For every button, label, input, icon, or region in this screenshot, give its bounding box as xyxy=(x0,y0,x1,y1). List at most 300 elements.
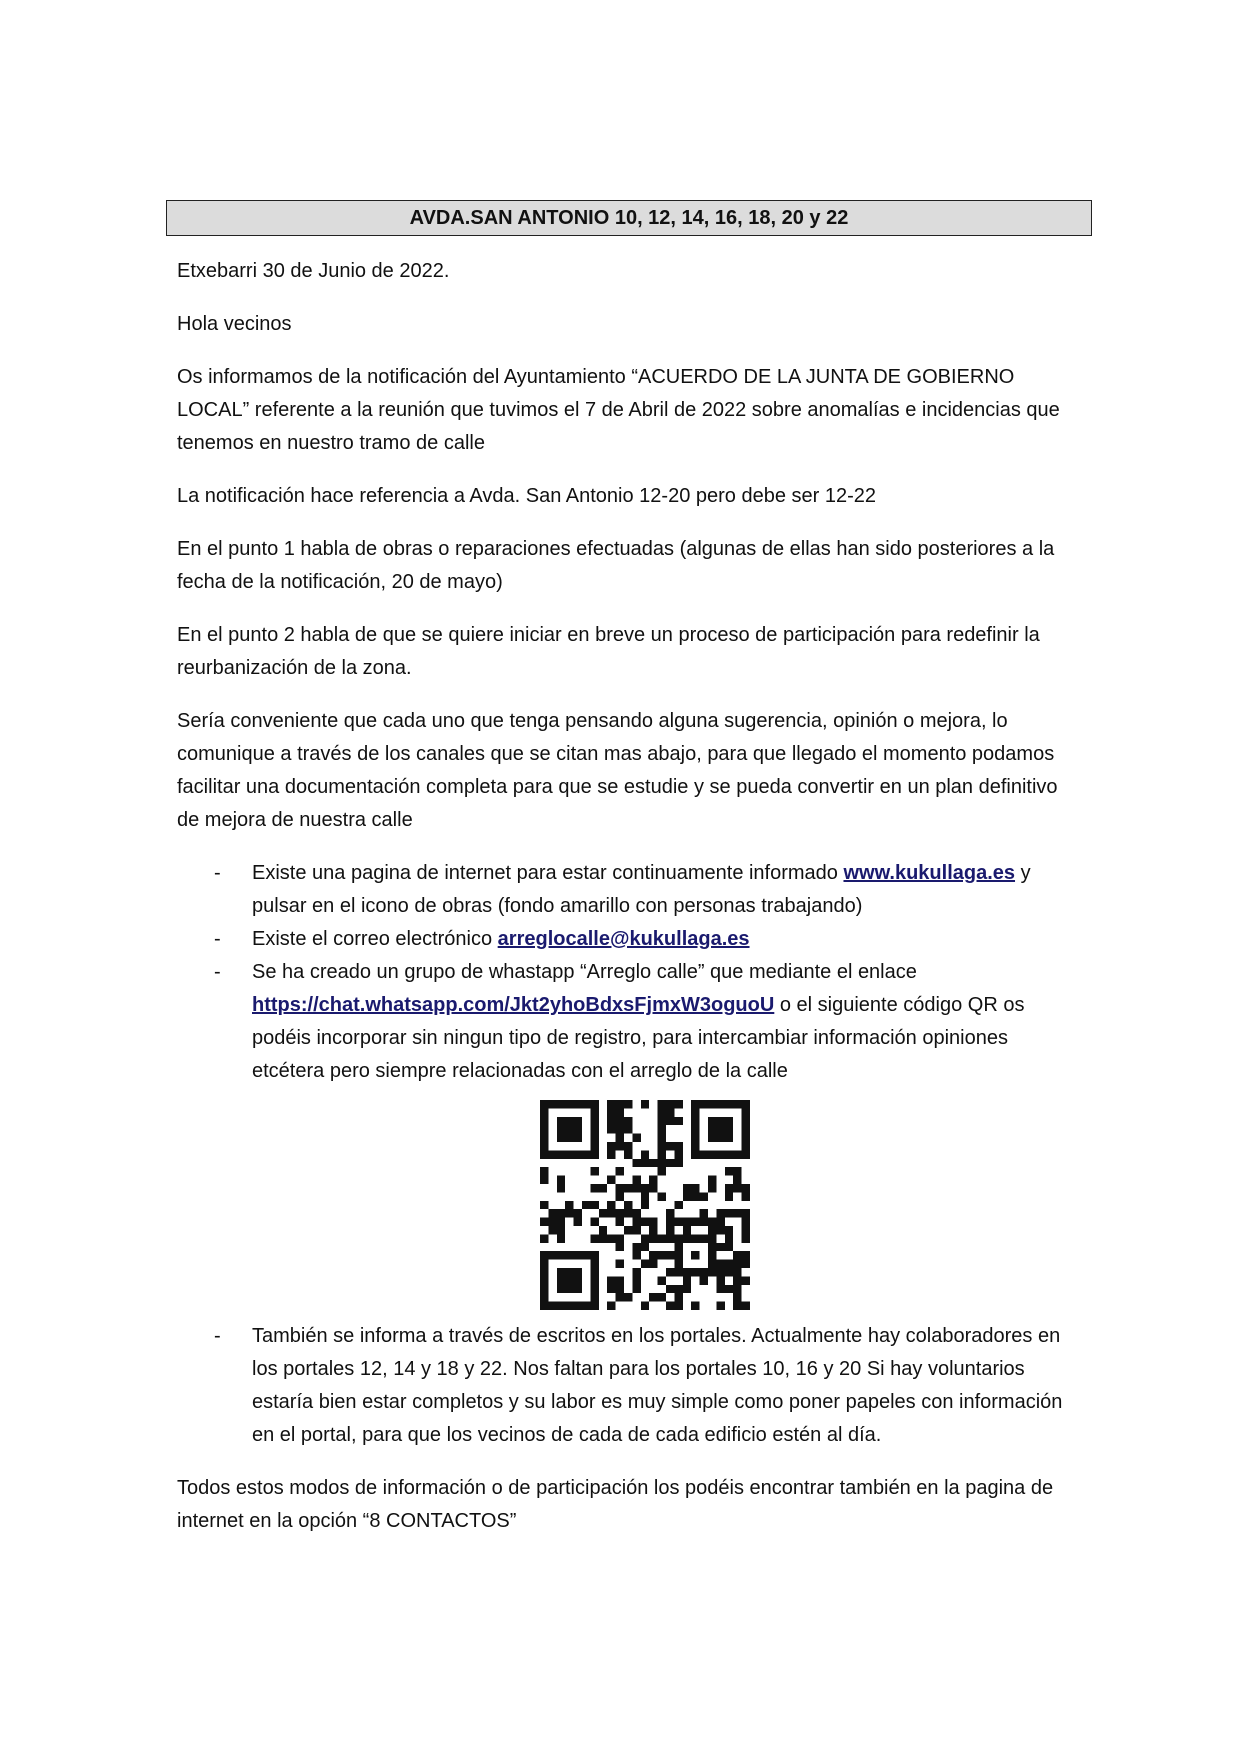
qr-module xyxy=(640,1243,648,1251)
qr-module xyxy=(540,1260,548,1268)
qr-module xyxy=(691,1150,699,1158)
list-item-text: Se ha creado un grupo de whastapp “Arreglo calle” que mediante el enlace xyxy=(252,961,917,983)
qr-module xyxy=(691,1100,699,1108)
qr-module xyxy=(548,1100,556,1108)
qr-module xyxy=(624,1125,632,1133)
qr-module xyxy=(691,1117,699,1125)
qr-module xyxy=(615,1192,623,1200)
qr-module xyxy=(607,1108,615,1116)
qr-module xyxy=(590,1117,598,1125)
qr-module xyxy=(724,1285,732,1293)
qr-module xyxy=(708,1117,716,1125)
qr-module xyxy=(590,1125,598,1133)
qr-module xyxy=(674,1234,682,1242)
qr-module xyxy=(556,1176,564,1184)
qr-module xyxy=(733,1167,741,1175)
qr-module xyxy=(733,1268,741,1276)
qr-module xyxy=(640,1192,648,1200)
qr-module xyxy=(716,1117,724,1125)
qr-module xyxy=(548,1209,556,1217)
qr-module xyxy=(590,1184,598,1192)
qr-module xyxy=(682,1184,690,1192)
qr-module xyxy=(674,1285,682,1293)
qr-module xyxy=(674,1117,682,1125)
qr-module xyxy=(640,1201,648,1209)
qr-module xyxy=(724,1209,732,1217)
qr-module xyxy=(540,1117,548,1125)
qr-module xyxy=(556,1100,564,1108)
qr-module xyxy=(624,1226,632,1234)
qr-module xyxy=(573,1134,581,1142)
qr-module xyxy=(573,1125,581,1133)
qr-module xyxy=(649,1260,657,1268)
qr-module xyxy=(741,1100,749,1108)
qr-module xyxy=(691,1302,699,1310)
qr-module xyxy=(632,1243,640,1251)
qr-module xyxy=(666,1251,674,1259)
qr-module xyxy=(573,1276,581,1284)
qr-module xyxy=(640,1234,648,1242)
paragraph-suggestions: Sería conveniente que cada uno que tenga pensando alguna sugerencia, opinión o mejora, lo comunique a través de los canales que se citan mas abajo, para que llegado el momento podamos facilitar una documentación completa para que se estudie y se pueda convertir en un plan definitivo de mejora de nuestra calle xyxy=(177,710,1058,831)
qr-module xyxy=(674,1243,682,1251)
qr-module xyxy=(691,1184,699,1192)
qr-module xyxy=(733,1150,741,1158)
qr-module xyxy=(573,1100,581,1108)
qr-module xyxy=(657,1251,665,1259)
qr-module xyxy=(573,1209,581,1217)
qr-module xyxy=(548,1302,556,1310)
paragraph-point-1: En el punto 1 habla de obras o reparaciones efectuadas (algunas de ellas han sido posteriores a la fecha de la notificación, 20 de mayo) xyxy=(177,538,1055,593)
qr-module xyxy=(716,1125,724,1133)
qr-module xyxy=(657,1150,665,1158)
list-item xyxy=(177,857,1077,923)
qr-module xyxy=(674,1150,682,1158)
qr-module xyxy=(699,1209,707,1217)
qr-module xyxy=(556,1285,564,1293)
qr-module xyxy=(590,1134,598,1142)
qr-module xyxy=(540,1218,548,1226)
qr-module xyxy=(624,1100,632,1108)
qr-module xyxy=(657,1125,665,1133)
list-item-text: o el siguiente código QR os podéis incorporar sin ningun tipo de registro, para intercambiar información opiniones etcétera pero siempre relacionadas con el arreglo de la calle xyxy=(252,994,1025,1082)
qr-module xyxy=(741,1251,749,1259)
date-line: Etxebarri 30 de Junio de 2022. xyxy=(177,260,450,282)
qr-module xyxy=(590,1276,598,1284)
qr-module xyxy=(640,1150,648,1158)
qr-module xyxy=(590,1302,598,1310)
qr-module xyxy=(573,1285,581,1293)
qr-module xyxy=(556,1234,564,1242)
qr-module xyxy=(632,1276,640,1284)
qr-module xyxy=(716,1134,724,1142)
qr-module xyxy=(716,1218,724,1226)
qr-module xyxy=(708,1176,716,1184)
qr-module xyxy=(565,1251,573,1259)
qr-module xyxy=(691,1218,699,1226)
qr-module xyxy=(598,1184,606,1192)
qr-module xyxy=(590,1108,598,1116)
qr-module xyxy=(674,1302,682,1310)
qr-module xyxy=(724,1150,732,1158)
qr-module xyxy=(573,1218,581,1226)
qr-module xyxy=(666,1226,674,1234)
qr-module xyxy=(708,1218,716,1226)
qr-module xyxy=(615,1243,623,1251)
qr-module xyxy=(657,1100,665,1108)
qr-module xyxy=(607,1209,615,1217)
qr-module xyxy=(582,1150,590,1158)
qr-module xyxy=(741,1276,749,1284)
qr-module xyxy=(565,1134,573,1142)
qr-module xyxy=(657,1142,665,1150)
qr-module xyxy=(649,1293,657,1301)
qr-module xyxy=(615,1293,623,1301)
qr-module xyxy=(540,1302,548,1310)
qr-module xyxy=(640,1100,648,1108)
qr-module xyxy=(590,1218,598,1226)
qr-module xyxy=(607,1285,615,1293)
qr-module xyxy=(556,1276,564,1284)
qr-module xyxy=(699,1150,707,1158)
qr-module xyxy=(556,1251,564,1259)
qr-module xyxy=(632,1251,640,1259)
website-link[interactable]: www.kukullaga.es xyxy=(843,862,1016,884)
qr-module xyxy=(691,1268,699,1276)
qr-module xyxy=(733,1293,741,1301)
qr-module xyxy=(666,1218,674,1226)
qr-module xyxy=(632,1209,640,1217)
qr-module xyxy=(590,1142,598,1150)
qr-module xyxy=(674,1100,682,1108)
page-title: AVDA.SAN ANTONIO 10, 12, 14, 16, 18, 20 y 22 xyxy=(166,200,1092,236)
qr-module xyxy=(708,1260,716,1268)
qr-module xyxy=(590,1268,598,1276)
qr-module xyxy=(724,1226,732,1234)
qr-module xyxy=(582,1302,590,1310)
qr-module xyxy=(624,1117,632,1125)
qr-module xyxy=(674,1159,682,1167)
qr-module xyxy=(716,1302,724,1310)
qr-module xyxy=(682,1192,690,1200)
qr-module xyxy=(590,1201,598,1209)
qr-module xyxy=(716,1260,724,1268)
qr-module xyxy=(724,1134,732,1142)
qr-module xyxy=(666,1117,674,1125)
qr-module xyxy=(708,1150,716,1158)
qr-module xyxy=(615,1184,623,1192)
qr-module xyxy=(741,1108,749,1116)
bullet-dash: - xyxy=(214,862,221,884)
qr-module xyxy=(565,1150,573,1158)
qr-module xyxy=(607,1201,615,1209)
qr-module xyxy=(699,1268,707,1276)
qr-module xyxy=(632,1184,640,1192)
qr-module xyxy=(741,1125,749,1133)
qr-module xyxy=(716,1285,724,1293)
qr-module xyxy=(615,1167,623,1175)
qr-code-icon xyxy=(540,1100,750,1310)
qr-module xyxy=(682,1218,690,1226)
list-item-text: Existe una pagina de internet para estar continuamente informado xyxy=(252,862,844,884)
qr-module xyxy=(708,1268,716,1276)
qr-module xyxy=(708,1125,716,1133)
qr-module xyxy=(615,1276,623,1284)
qr-module xyxy=(540,1276,548,1284)
bullet-dash: - xyxy=(214,961,221,983)
qr-module xyxy=(733,1302,741,1310)
paragraph-reference: La notificación hace referencia a Avda. San Antonio 12-20 pero debe ser 12-22 xyxy=(177,485,877,507)
qr-module xyxy=(741,1226,749,1234)
qr-module xyxy=(666,1108,674,1116)
qr-module xyxy=(598,1234,606,1242)
qr-module xyxy=(741,1192,749,1200)
qr-module xyxy=(540,1234,548,1242)
qr-module xyxy=(615,1134,623,1142)
qr-module xyxy=(540,1293,548,1301)
qr-module xyxy=(699,1276,707,1284)
qr-module xyxy=(573,1268,581,1276)
qr-module xyxy=(741,1234,749,1242)
qr-module xyxy=(565,1125,573,1133)
qr-module xyxy=(691,1234,699,1242)
qr-module xyxy=(741,1209,749,1217)
qr-module xyxy=(682,1226,690,1234)
qr-module xyxy=(733,1260,741,1268)
qr-module xyxy=(674,1260,682,1268)
qr-module xyxy=(556,1134,564,1142)
qr-module xyxy=(657,1192,665,1200)
qr-container xyxy=(252,1100,1077,1310)
closing-paragraph: Todos estos modos de información o de participación los podéis encontrar también en la pagina de internet en la opción “8 CONTACTOS” xyxy=(177,1477,1054,1532)
qr-module xyxy=(556,1117,564,1125)
qr-module xyxy=(649,1234,657,1242)
qr-module xyxy=(590,1100,598,1108)
qr-module xyxy=(716,1276,724,1284)
qr-module xyxy=(691,1192,699,1200)
qr-module xyxy=(682,1276,690,1284)
list-item xyxy=(177,956,1077,1310)
qr-module xyxy=(733,1100,741,1108)
qr-module xyxy=(657,1159,665,1167)
qr-module xyxy=(657,1117,665,1125)
qr-module xyxy=(582,1251,590,1259)
qr-module xyxy=(632,1285,640,1293)
qr-module xyxy=(590,1260,598,1268)
qr-module xyxy=(556,1302,564,1310)
qr-module xyxy=(607,1150,615,1158)
qr-module xyxy=(724,1260,732,1268)
qr-module xyxy=(649,1184,657,1192)
qr-module xyxy=(716,1209,724,1217)
qr-module xyxy=(565,1209,573,1217)
qr-module xyxy=(708,1234,716,1242)
qr-module xyxy=(556,1184,564,1192)
qr-module xyxy=(640,1302,648,1310)
qr-module xyxy=(741,1260,749,1268)
qr-module xyxy=(590,1251,598,1259)
qr-module xyxy=(573,1117,581,1125)
qr-module xyxy=(708,1184,716,1192)
qr-module xyxy=(741,1117,749,1125)
qr-module xyxy=(657,1167,665,1175)
qr-module xyxy=(548,1218,556,1226)
qr-module xyxy=(657,1234,665,1242)
qr-module xyxy=(556,1268,564,1276)
qr-module xyxy=(666,1142,674,1150)
qr-module xyxy=(540,1285,548,1293)
qr-module xyxy=(607,1100,615,1108)
qr-module xyxy=(691,1108,699,1116)
qr-module xyxy=(699,1218,707,1226)
qr-module xyxy=(682,1234,690,1242)
greeting: Hola vecinos xyxy=(177,313,292,335)
qr-module xyxy=(607,1117,615,1125)
qr-module xyxy=(666,1234,674,1242)
qr-module xyxy=(565,1302,573,1310)
qr-module xyxy=(666,1100,674,1108)
qr-module xyxy=(666,1159,674,1167)
qr-module xyxy=(657,1276,665,1284)
qr-module xyxy=(691,1125,699,1133)
qr-module xyxy=(624,1209,632,1217)
qr-module xyxy=(724,1243,732,1251)
qr-module xyxy=(540,1167,548,1175)
qr-module xyxy=(590,1234,598,1242)
qr-module xyxy=(741,1218,749,1226)
qr-module xyxy=(724,1117,732,1125)
qr-module xyxy=(632,1134,640,1142)
qr-module xyxy=(573,1150,581,1158)
qr-module xyxy=(590,1150,598,1158)
qr-module xyxy=(657,1134,665,1142)
qr-module xyxy=(724,1125,732,1133)
qr-module xyxy=(632,1176,640,1184)
qr-module xyxy=(632,1226,640,1234)
qr-module xyxy=(716,1150,724,1158)
qr-module xyxy=(708,1100,716,1108)
qr-module xyxy=(640,1260,648,1268)
qr-module xyxy=(741,1134,749,1142)
qr-module xyxy=(598,1226,606,1234)
qr-module xyxy=(733,1209,741,1217)
qr-module xyxy=(741,1142,749,1150)
list-item-text: y pulsar en el icono de obras (fondo amarillo con personas trabajando) xyxy=(252,862,1031,917)
qr-module xyxy=(741,1302,749,1310)
qr-module xyxy=(682,1285,690,1293)
qr-module xyxy=(724,1167,732,1175)
qr-module xyxy=(649,1251,657,1259)
qr-module xyxy=(624,1184,632,1192)
qr-module xyxy=(624,1201,632,1209)
qr-module xyxy=(716,1226,724,1234)
qr-module xyxy=(607,1142,615,1150)
qr-module xyxy=(565,1276,573,1284)
qr-module xyxy=(733,1176,741,1184)
qr-module xyxy=(624,1150,632,1158)
qr-module xyxy=(598,1209,606,1217)
qr-module xyxy=(607,1234,615,1242)
qr-module xyxy=(615,1100,623,1108)
qr-module xyxy=(590,1293,598,1301)
qr-module xyxy=(624,1142,632,1150)
qr-module xyxy=(556,1209,564,1217)
qr-module xyxy=(724,1234,732,1242)
email-link[interactable]: arreglocalle@kukullaga.es xyxy=(497,928,750,950)
qr-module xyxy=(674,1251,682,1259)
qr-module xyxy=(615,1117,623,1125)
qr-module xyxy=(573,1302,581,1310)
whatsapp-link[interactable]: https://chat.whatsapp.com/Jkt2yhoBdxsFjmxW3oguoU xyxy=(252,994,775,1016)
qr-module xyxy=(724,1184,732,1192)
qr-module xyxy=(682,1268,690,1276)
list-item xyxy=(177,1320,1077,1452)
qr-module xyxy=(649,1176,657,1184)
qr-module xyxy=(699,1234,707,1242)
qr-module xyxy=(691,1142,699,1150)
qr-module xyxy=(733,1285,741,1293)
qr-module xyxy=(733,1251,741,1259)
qr-module xyxy=(615,1125,623,1133)
qr-module xyxy=(607,1302,615,1310)
qr-module xyxy=(540,1108,548,1116)
qr-module xyxy=(708,1226,716,1234)
qr-module xyxy=(657,1108,665,1116)
qr-module xyxy=(733,1184,741,1192)
qr-module xyxy=(556,1150,564,1158)
qr-module xyxy=(540,1125,548,1133)
qr-module xyxy=(674,1293,682,1301)
qr-module xyxy=(565,1201,573,1209)
qr-module xyxy=(716,1243,724,1251)
qr-module xyxy=(582,1201,590,1209)
qr-module xyxy=(540,1268,548,1276)
qr-module xyxy=(582,1100,590,1108)
qr-module xyxy=(708,1243,716,1251)
qr-module xyxy=(724,1192,732,1200)
qr-module xyxy=(540,1142,548,1150)
qr-module xyxy=(649,1159,657,1167)
qr-module xyxy=(674,1268,682,1276)
qr-module xyxy=(666,1268,674,1276)
qr-module xyxy=(540,1176,548,1184)
qr-module xyxy=(716,1268,724,1276)
qr-module xyxy=(649,1226,657,1234)
qr-module xyxy=(708,1251,716,1259)
qr-module xyxy=(565,1117,573,1125)
list-item-text: También se informa a través de escritos en los portales. Actualmente hay colaboradores en los portales 12, 14 y 18 y 22. Nos faltan para los portales 10, 16 y 20 Si hay voluntarios estaría bien estar completos y su labor es muy simple como poner papeles con información en el portal, para que los vecinos de cada de cada edificio estén al día. xyxy=(252,1325,1063,1446)
qr-module xyxy=(716,1100,724,1108)
qr-module xyxy=(556,1125,564,1133)
paragraph-point-2: En el punto 2 habla de que se quiere iniciar en breve un proceso de participación para redefinir la reurbanización de la zona. xyxy=(177,624,1040,679)
qr-module xyxy=(615,1209,623,1217)
qr-module xyxy=(548,1251,556,1259)
bullet-dash: - xyxy=(214,1325,221,1347)
qr-module xyxy=(724,1268,732,1276)
qr-module xyxy=(691,1251,699,1259)
qr-module xyxy=(640,1218,648,1226)
paragraph-notification: Os informamos de la notificación del Ayuntamiento “ACUERDO DE LA JUNTA DE GOBIERNO LOCAL” referente a la reunión que tuvimos el 7 de Abril de 2022 sobre anomalías e incidencias que tenemos en nuestro tramo de calle xyxy=(177,366,1060,454)
qr-module xyxy=(548,1150,556,1158)
qr-module xyxy=(624,1293,632,1301)
qr-module xyxy=(615,1142,623,1150)
qr-module xyxy=(666,1302,674,1310)
qr-module xyxy=(565,1285,573,1293)
qr-module xyxy=(540,1100,548,1108)
qr-module xyxy=(615,1260,623,1268)
qr-module xyxy=(590,1285,598,1293)
channels-list xyxy=(177,857,1077,1452)
qr-module xyxy=(607,1276,615,1284)
